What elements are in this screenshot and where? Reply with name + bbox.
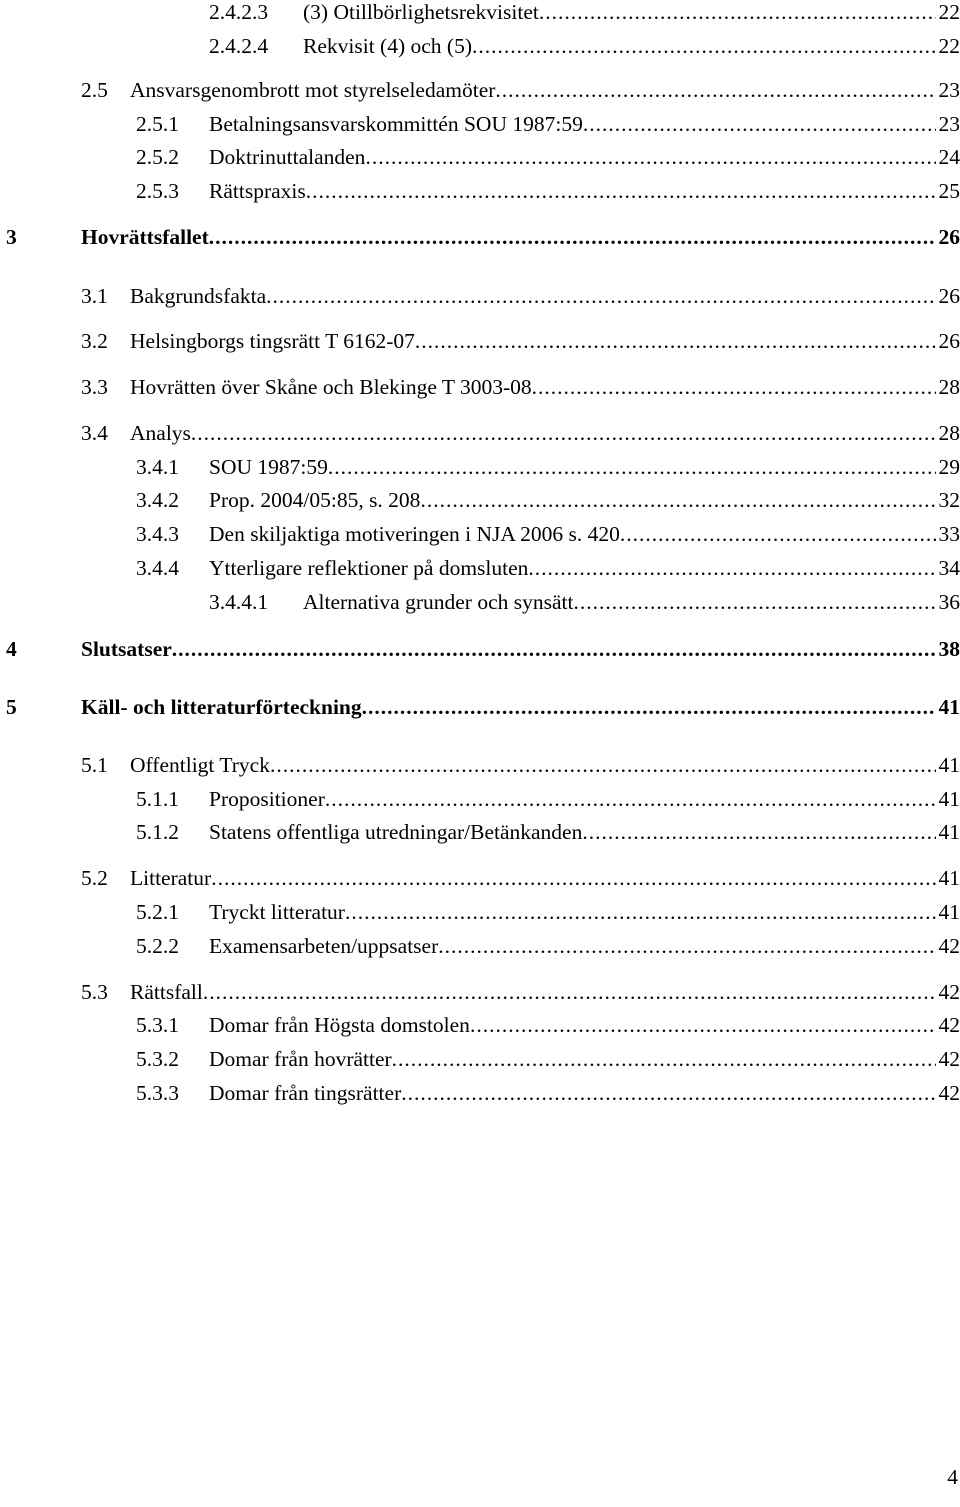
toc-entry-page: 41 [938, 787, 960, 811]
toc-leader [211, 863, 935, 893]
toc-entry-title: Alternativa grunder och synsätt [303, 590, 574, 614]
toc-entry-number: 3.4.2 [136, 488, 179, 512]
toc-entry-number: 5.3.3 [136, 1081, 179, 1105]
toc-entry-title: Statens offentliga utredningar/Betänkanden [209, 820, 583, 844]
toc-entry-page: 42 [938, 1081, 960, 1105]
toc-entry[interactable] [0, 817, 960, 847]
toc-entry[interactable] [0, 750, 960, 780]
toc-entry-page: 25 [938, 179, 960, 203]
toc-entry-page: 42 [938, 1013, 960, 1037]
toc-entry-title: Doktrinuttalanden [209, 145, 366, 169]
toc-entry-page: 26 [938, 329, 960, 353]
toc-entry-number: 5.3.1 [136, 1013, 179, 1037]
toc-entry-number: 3.4.1 [136, 455, 179, 479]
toc-entry-title: Ansvarsgenombrott mot styrelseledamöter [130, 78, 496, 102]
toc-entry-page: 41 [938, 820, 960, 844]
toc-entry-title: Domar från hovrätter [209, 1047, 392, 1071]
toc-entry-number: 5.2 [81, 866, 108, 890]
toc-entry[interactable] [0, 519, 960, 549]
toc-leader [539, 0, 936, 27]
toc-entry-number: 3.4 [81, 421, 108, 445]
toc-entry-number: 2.5.2 [136, 145, 179, 169]
toc-leader [345, 897, 936, 927]
toc-leader [365, 142, 935, 172]
toc-entry-title: Slutsatser [81, 637, 172, 661]
toc-leader [203, 977, 936, 1007]
toc-entry-title: Käll- och litteraturförteckning [81, 695, 362, 719]
toc-entry-page: 29 [938, 455, 960, 479]
toc-leader [191, 418, 936, 448]
toc-entry-title: SOU 1987:59 [209, 455, 328, 479]
toc-entry-title: Hovrättsfallet [81, 225, 209, 249]
toc-entry[interactable] [0, 1078, 960, 1108]
toc-leader [582, 817, 935, 847]
toc-entry-page: 23 [938, 112, 960, 136]
toc-entry[interactable] [0, 326, 960, 356]
toc-leader [620, 519, 936, 549]
toc-entry-page: 32 [938, 488, 960, 512]
toc-entry-page: 42 [938, 934, 960, 958]
toc-leader [532, 372, 936, 402]
toc-leader [583, 109, 936, 139]
toc-entry-title: Domar från tingsrätter [209, 1081, 402, 1105]
toc-entry-title: Betalningsansvarskommittén SOU 1987:59 [209, 112, 583, 136]
toc-entry-title: Propositioner [209, 787, 325, 811]
toc-entry-number: 5.3.2 [136, 1047, 179, 1071]
toc-leader [438, 931, 935, 961]
toc-entry[interactable] [0, 176, 960, 206]
toc-entry[interactable] [0, 0, 960, 27]
toc-entry-page: 42 [938, 1047, 960, 1071]
toc-entry[interactable] [0, 977, 960, 1007]
toc-entry-number: 3.2 [81, 329, 108, 353]
toc-entry-page: 22 [938, 0, 960, 24]
toc-entry-title: Helsingborgs tingsrätt T 6162-07 [130, 329, 415, 353]
toc-entry-number: 2.5.3 [136, 179, 179, 203]
toc-entry[interactable] [0, 31, 960, 61]
toc-entry-title: Litteratur [130, 866, 212, 890]
toc-entry-page: 24 [938, 145, 960, 169]
toc-entry[interactable] [0, 784, 960, 814]
toc-entry[interactable] [0, 1044, 960, 1074]
toc-entry-title: Offentligt Tryck [130, 753, 270, 777]
toc-entry-title: Rekvisit (4) och (5) [303, 34, 472, 58]
toc-entry-page: 28 [938, 421, 960, 445]
toc-entry-page: 34 [938, 556, 960, 580]
toc-entry-title: Examensarbeten/uppsatser [209, 934, 439, 958]
toc-entry-page: 41 [938, 753, 960, 777]
toc-leader [392, 1044, 936, 1074]
toc-entry[interactable] [0, 897, 960, 927]
toc-entry-number: 4 [6, 637, 17, 661]
toc-leader [325, 784, 936, 814]
toc-entry-page: 42 [938, 980, 960, 1004]
toc-entry-title: Rättspraxis [209, 179, 306, 203]
toc-entry-number: 5 [6, 695, 17, 719]
toc-entry-number: 3.1 [81, 284, 108, 308]
toc-entry-title: Analys [130, 421, 191, 445]
toc-entry-page: 23 [938, 78, 960, 102]
toc-entry-number: 3.4.4.1 [209, 590, 269, 614]
toc-entry-number: 5.2.2 [136, 934, 179, 958]
toc-leader [573, 587, 935, 617]
toc-entry[interactable] [0, 931, 960, 961]
toc-entry-page: 22 [938, 34, 960, 58]
toc-entry-page: 41 [938, 695, 960, 719]
toc-entry-number: 5.1 [81, 753, 108, 777]
toc-entry-number: 2.5 [81, 78, 108, 102]
toc-entry-page: 41 [938, 866, 960, 890]
toc-leader [420, 485, 935, 515]
toc-entry[interactable] [0, 863, 960, 893]
toc-leader [209, 222, 936, 252]
toc-leader [172, 634, 936, 664]
toc-entry[interactable] [0, 281, 960, 311]
toc-leader [401, 1078, 935, 1108]
toc-entry[interactable] [0, 75, 960, 105]
toc-entry-number: 5.2.1 [136, 900, 179, 924]
toc-leader [270, 750, 936, 780]
toc-entry-title: (3) Otillbörlighetsrekvisitet [303, 0, 539, 24]
toc-entry-page: 26 [938, 225, 960, 249]
toc-entry-page: 38 [938, 637, 960, 661]
toc-entry-chapter[interactable] [0, 692, 960, 722]
toc-leader [306, 176, 936, 206]
toc-entry-number: 2.4.2.4 [209, 34, 269, 58]
toc-entry[interactable] [0, 1010, 960, 1040]
toc-leader [472, 31, 936, 61]
toc-entry-number: 3.4.4 [136, 556, 179, 580]
toc-leader [415, 326, 936, 356]
toc-entry-page: 33 [938, 522, 960, 546]
toc-entry-title: Den skiljaktiga motiveringen i NJA 2006 s. 420 [209, 522, 620, 546]
toc-leader [328, 452, 936, 482]
toc-entry[interactable] [0, 587, 960, 617]
page-number: 4 [947, 1465, 958, 1489]
toc-entry[interactable] [0, 553, 960, 583]
toc-entry-title: Prop. 2004/05:85, s. 208 [209, 488, 421, 512]
toc-entry-number: 2.4.2.3 [209, 0, 269, 24]
toc-entry[interactable] [0, 452, 960, 482]
toc-entry-number: 3.3 [81, 375, 108, 399]
toc-entry-title: Domar från Högsta domstolen [209, 1013, 470, 1037]
toc-entry-title: Tryckt litteratur [209, 900, 345, 924]
toc-entry-number: 5.1.1 [136, 787, 179, 811]
toc-entry-number: 3.4.3 [136, 522, 179, 546]
toc-entry[interactable] [0, 142, 960, 172]
toc-entry-number: 3 [6, 225, 17, 249]
toc-entry-title: Rättsfall [130, 980, 203, 1004]
toc-entry-chapter[interactable] [0, 222, 960, 252]
toc-leader [266, 281, 935, 311]
toc-entry-page: 28 [938, 375, 960, 399]
toc-entry-number: 5.1.2 [136, 820, 179, 844]
toc-entry[interactable] [0, 109, 960, 139]
toc-leader [495, 75, 935, 105]
toc-entry-page: 36 [938, 590, 960, 614]
toc-entry-page: 41 [938, 900, 960, 924]
toc-entry-page: 26 [938, 284, 960, 308]
toc-entry-title: Ytterligare reflektioner på domsluten [209, 556, 529, 580]
toc-entry[interactable] [0, 372, 960, 402]
toc-entry-chapter[interactable] [0, 634, 960, 664]
toc-leader [362, 692, 936, 722]
toc-entry-number: 2.5.1 [136, 112, 179, 136]
toc-entry-title: Hovrätten över Skåne och Blekinge T 3003-08 [130, 375, 532, 399]
toc-entry-title: Bakgrundsfakta [130, 284, 267, 308]
toc-entry[interactable] [0, 418, 960, 448]
toc-leader [528, 553, 935, 583]
toc-leader [470, 1010, 936, 1040]
toc-entry-number: 5.3 [81, 980, 108, 1004]
toc-entry[interactable] [0, 485, 960, 515]
